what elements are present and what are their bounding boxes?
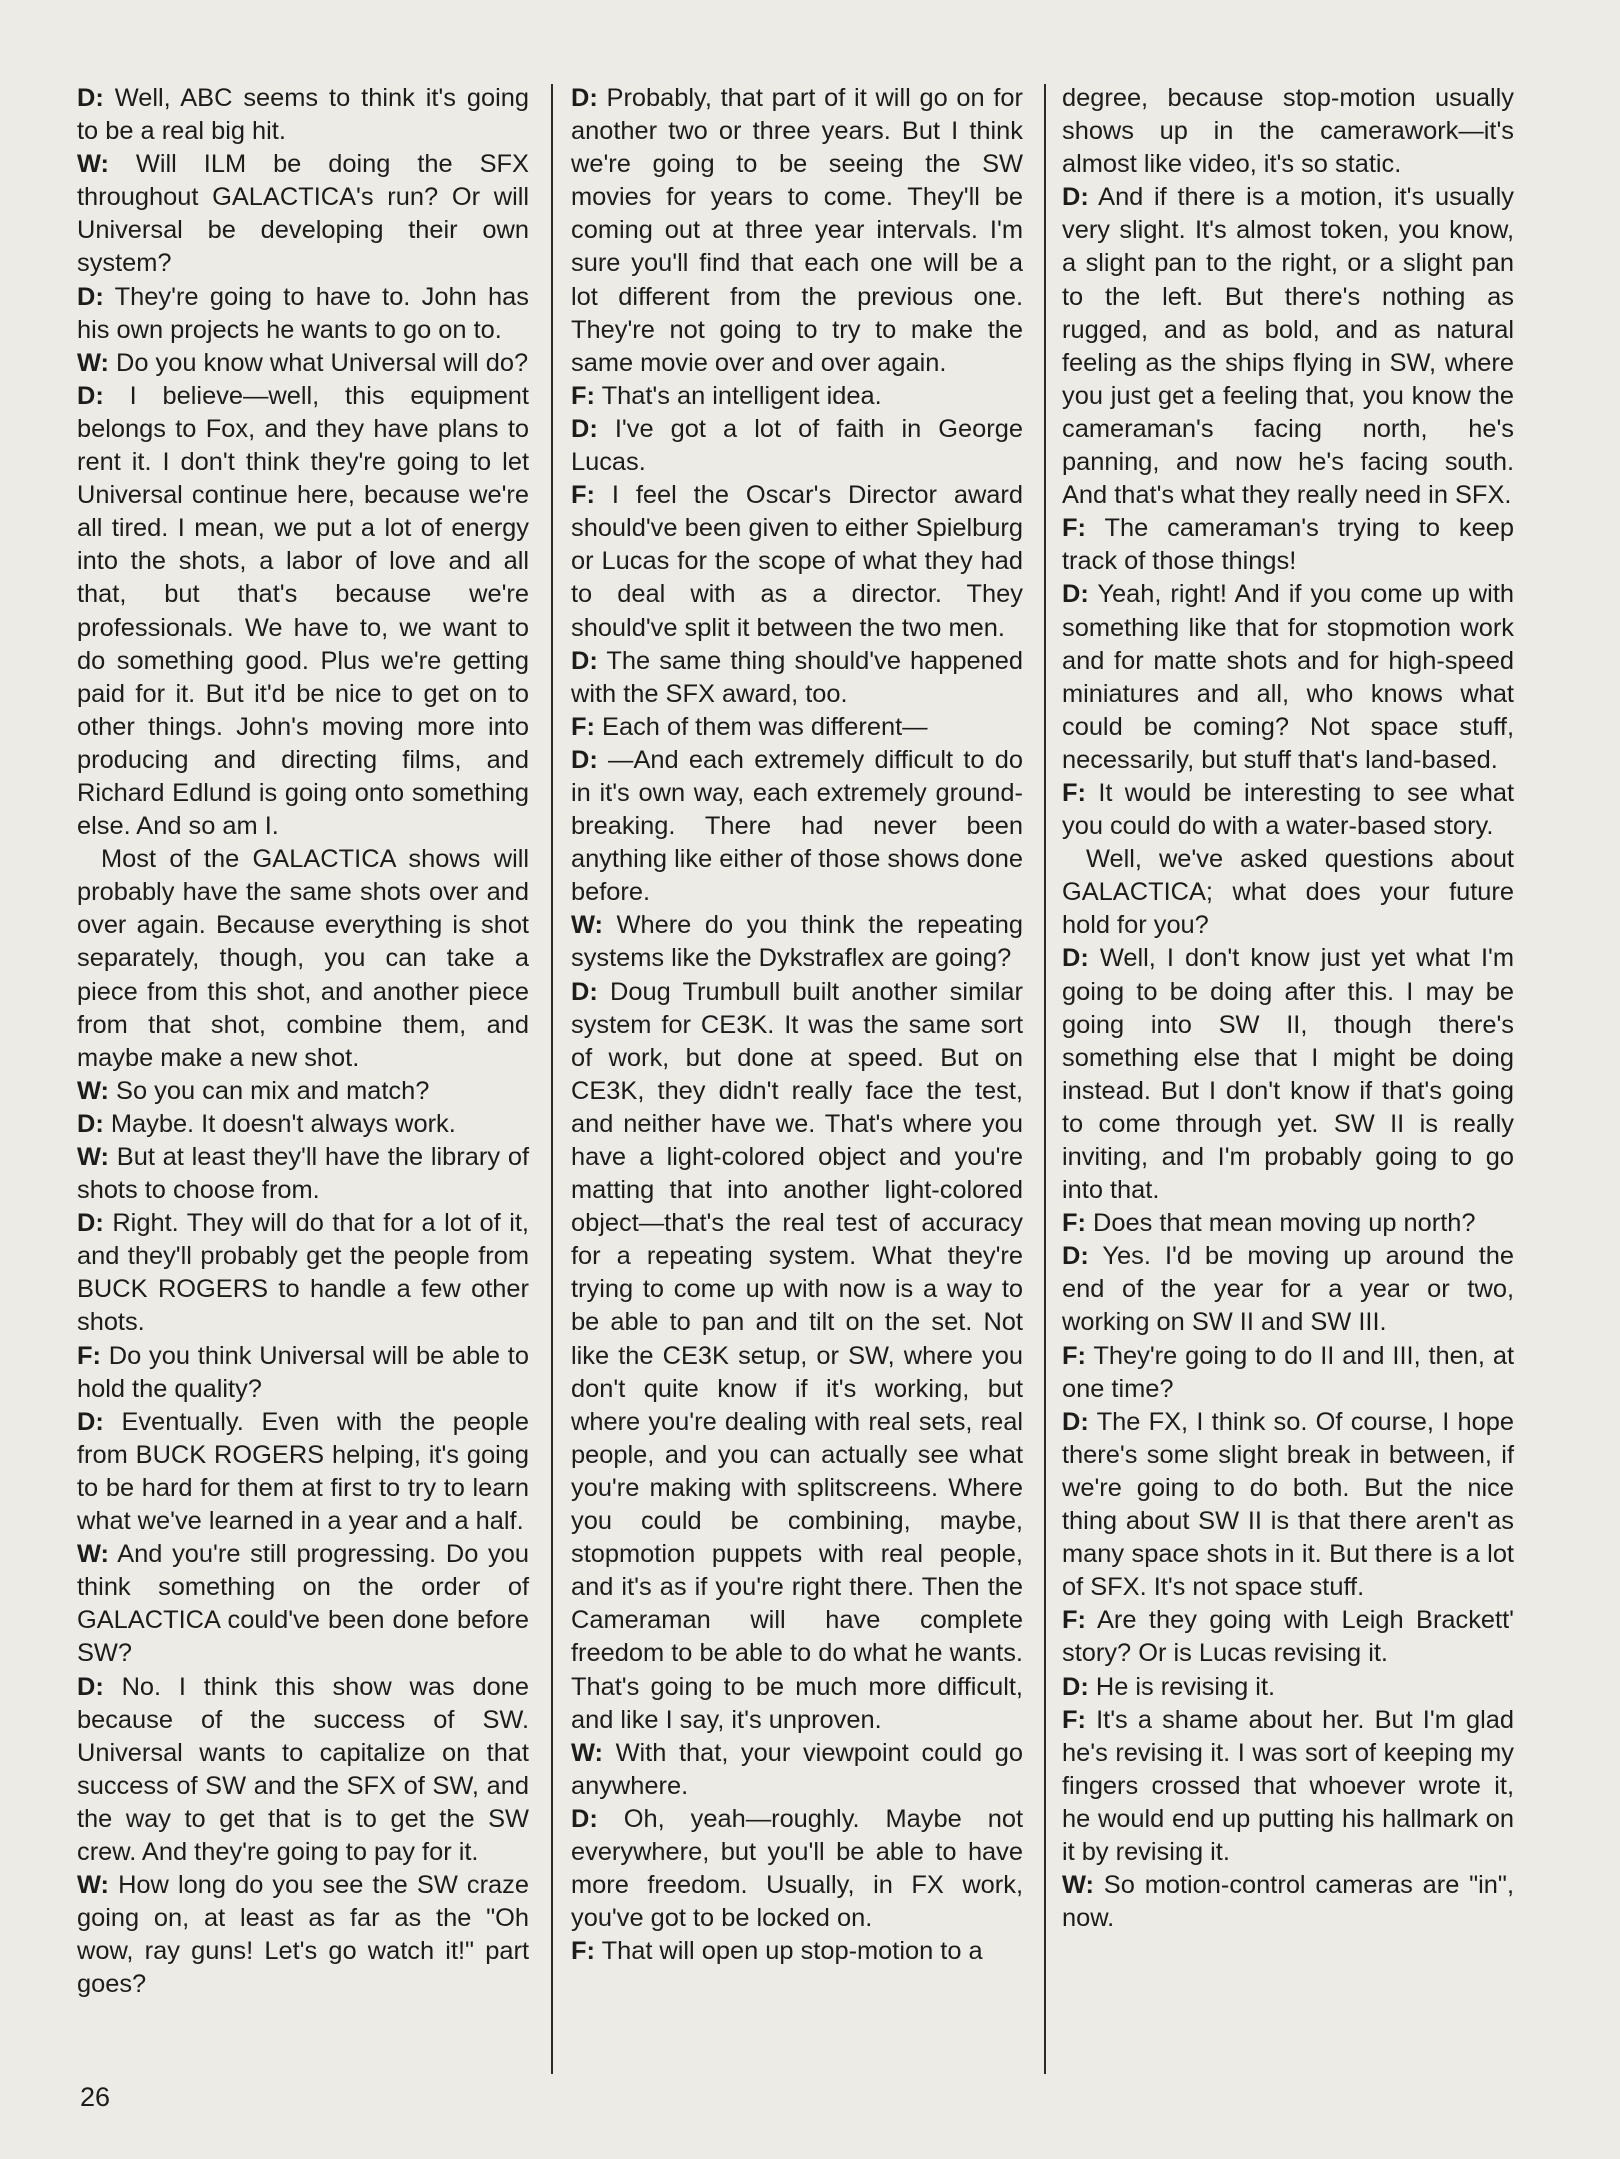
paragraph-text: Well, we've asked questions about GALACTICA; what does your future hold for you? xyxy=(1062,845,1514,940)
paragraph-text: I believe—well, this equipment belongs to Fox, and they have plans to rent it. I don't think they're going to let Universal continue here, because we're all tired. I mean, we put a lot of energy into the shots, a labor of love and all that, but that's because we're professionals. We have to, we want to do something good. Plus we're getting paid for it. But it'd be nice to get on to other things. John's moving more into producing and directing films, and Richard Edlund is going onto something else. And so am I. xyxy=(77,381,529,841)
paragraph-text: Well, I don't know just yet what I'm going to be doing after this. I may be going into SW II, though there's something else that I might be doing instead. But I don't know if that's going to come through yet. SW II is really inviting, and I'm probably going to go into that. xyxy=(1062,944,1514,1205)
paragraph-text: —And each extremely difficult to do in it's own way, each extremely ground-breaking. There had never been anything like either of those shows done before. xyxy=(571,745,1023,907)
speaker-label: F: xyxy=(1062,514,1086,543)
paragraph-text: And you're still progressing. Do you think something on the order of GALACTICA could've been done before SW? xyxy=(77,1540,529,1668)
paragraph-text: The cameraman's trying to keep track of those things! xyxy=(1062,514,1514,576)
dialogue-paragraph xyxy=(1062,1340,1514,1406)
paragraph-text: degree, because stop-motion usually shows up in the camerawork—it's almost like video, it's so static. xyxy=(1062,84,1514,179)
column-divider xyxy=(551,84,553,2074)
dialogue-paragraph xyxy=(1062,777,1514,843)
paragraph-text: That will open up stop-motion to a xyxy=(594,1937,983,1966)
speaker-label: D: xyxy=(77,1672,104,1701)
paragraph-text: Are they going with Leigh Brackett' story? Or is Lucas revising it. xyxy=(1062,1606,1514,1668)
dialogue-paragraph xyxy=(77,1406,529,1538)
paragraph-text: How long do you see the SW craze going on, at least as far as the "Oh wow, ray guns! Let's go watch it!" part goes? xyxy=(77,1871,529,1999)
paragraph-text: He is revising it. xyxy=(1088,1672,1276,1701)
dialogue-paragraph xyxy=(77,82,529,148)
paragraph-text: I feel the Oscar's Director award should've been given to either Spielburg or Lucas for the scope of what they had to deal with as a director. They should've split it between the two men. xyxy=(571,481,1023,642)
paragraph-text: Yes. I'd be moving up around the end of the year for a year or two, working on SW II and SW III. xyxy=(1062,1242,1514,1337)
dialogue-paragraph xyxy=(1062,1869,1514,1935)
speaker-label: D: xyxy=(571,977,598,1006)
dialogue-paragraph xyxy=(571,413,1023,479)
text-column-2 xyxy=(571,82,1023,1968)
dialogue-paragraph xyxy=(77,1340,529,1406)
dialogue-paragraph xyxy=(1062,1207,1514,1240)
dialogue-paragraph xyxy=(1062,1240,1514,1339)
narrative-paragraph xyxy=(77,843,529,1075)
dialogue-paragraph xyxy=(77,347,529,380)
dialogue-paragraph xyxy=(77,1869,529,2001)
dialogue-paragraph xyxy=(77,1108,529,1141)
dialogue-paragraph xyxy=(77,281,529,347)
paragraph-text: So you can mix and match? xyxy=(108,1076,430,1105)
paragraph-text: Most of the GALACTICA shows will probably have the same shots over and over again. Because everything is shot separately, though, you can take a piece from this shot, and another piece from that shot, combine them, and maybe make a new shot. xyxy=(77,845,529,1072)
paragraph-text: Eventually. Even with the people from BUCK ROGERS helping, it's going to be hard for them at first to try to learn what we've learned in a year and a half. xyxy=(77,1407,529,1536)
paragraph-text: With that, your viewpoint could go anywhere. xyxy=(571,1738,1023,1800)
dialogue-paragraph xyxy=(77,1141,529,1207)
speaker-label: W: xyxy=(77,348,109,377)
speaker-label: F: xyxy=(1062,778,1086,807)
paragraph-text: The same thing should've happened with the SFX award, too. xyxy=(571,646,1023,708)
dialogue-paragraph xyxy=(1062,1406,1514,1605)
page-number: 26 xyxy=(80,2082,111,2112)
dialogue-paragraph xyxy=(77,380,529,843)
column-divider xyxy=(1044,84,1046,2074)
paragraph-text: Do you think Universal will be able to hold the quality? xyxy=(77,1341,529,1403)
dialogue-paragraph xyxy=(1062,578,1514,777)
dialogue-paragraph xyxy=(571,1935,1023,1968)
dialogue-paragraph xyxy=(1062,512,1514,578)
speaker-label: F: xyxy=(571,381,595,410)
speaker-label: F: xyxy=(571,712,595,741)
speaker-label: F: xyxy=(1062,1341,1086,1370)
speaker-label: D: xyxy=(1062,944,1089,973)
speaker-label: D: xyxy=(571,414,598,443)
dialogue-paragraph xyxy=(77,1671,529,1870)
speaker-label: D: xyxy=(77,84,104,112)
dialogue-paragraph xyxy=(571,82,1023,380)
speaker-label: D: xyxy=(77,1109,104,1138)
paragraph-text: Doug Trumbull built another similar system for CE3K. It was the same sort of work, but done at speed. But on CE3K, they didn't really face the test, and neither have we. That's where you have a light-colored object and you're matting that into another light-colored object—that's the real test of accuracy for a repeating system. What they're trying to come up with now is a way to be able to pan and tilt on the set. Not like the CE3K setup, or SW, where you don't quite know if it's working, but where you're dealing with real sets, real people, and you can actually see what you're making with splitscreens. Where you could be combining, maybe, stopmotion puppets with real people, and it's as if you're right there. Then the Cameraman will have complete freedom to be able to do what he wants. That's going to be much more difficult, and like I say, it's unproven. xyxy=(571,977,1023,1734)
paragraph-text: Does that mean moving up north? xyxy=(1085,1209,1476,1238)
speaker-label: W: xyxy=(571,1738,603,1767)
speaker-label: F: xyxy=(1062,1209,1086,1238)
speaker-label: W: xyxy=(77,1143,109,1171)
speaker-label: F: xyxy=(1062,1705,1086,1734)
paragraph-text: It would be interesting to see what you could do with a water-based story. xyxy=(1062,778,1514,841)
paragraph-text: Where do you think the repeating systems like the Dykstraflex are going? xyxy=(571,911,1023,973)
dialogue-paragraph xyxy=(571,380,1023,413)
dialogue-paragraph xyxy=(571,909,1023,975)
speaker-label: F: xyxy=(1062,1606,1086,1635)
speaker-label: F: xyxy=(571,1937,595,1966)
speaker-label: D: xyxy=(1062,183,1089,212)
speaker-label: W: xyxy=(77,150,109,179)
dialogue-paragraph xyxy=(1062,181,1514,512)
paragraph-text: Yeah, right! And if you come up with something like that for stopmotion work and for matte shots and for high-speed miniatures and all, who knows what could be coming? Not space stuff, necessarily, but stuff that's land-based. xyxy=(1062,580,1514,774)
dialogue-paragraph xyxy=(77,148,529,280)
speaker-label: D: xyxy=(571,84,598,112)
speaker-label: F: xyxy=(77,1341,101,1370)
dialogue-paragraph xyxy=(571,1803,1023,1935)
speaker-label: D: xyxy=(77,1209,104,1238)
paragraph-text: So motion-control cameras are "in", now. xyxy=(1062,1871,1514,1933)
narrative-paragraph xyxy=(1062,82,1514,181)
text-column-1 xyxy=(77,82,529,2001)
speaker-label: D: xyxy=(77,381,104,410)
paragraph-text: Do you know what Universal will do? xyxy=(108,348,529,377)
dialogue-paragraph xyxy=(1062,1671,1514,1704)
paragraph-text: Probably, that part of it will go on for another two or three years. But I think we're going to be seeing the SW movies for years to come. They'll be coming out at three year intervals. I'm sure you'll find that each one will be a lot different from the previous one. They're not going to try to make the same movie over and over again. xyxy=(571,84,1023,377)
dialogue-paragraph xyxy=(571,479,1023,644)
dialogue-paragraph xyxy=(571,976,1023,1737)
speaker-label: D: xyxy=(571,646,598,675)
speaker-label: W: xyxy=(1062,1871,1094,1900)
speaker-label: D: xyxy=(571,745,598,774)
paragraph-text: No. I think this show was done because of the success of SW. Universal wants to capitalize on that success of SW and the SFX of SW, and the way to get that is to get the SW crew. And they're going to pay for it. xyxy=(77,1672,529,1866)
dialogue-paragraph xyxy=(77,1075,529,1108)
speaker-label: D: xyxy=(77,282,104,311)
speaker-label: D: xyxy=(1062,1407,1089,1436)
text-column-3 xyxy=(1062,82,1514,1935)
speaker-label: D: xyxy=(1062,1242,1089,1271)
speaker-label: W: xyxy=(77,1871,109,1900)
speaker-label: D: xyxy=(77,1407,104,1436)
paragraph-text: They're going to do II and III, then, at one time? xyxy=(1062,1341,1514,1403)
dialogue-paragraph xyxy=(1062,1704,1514,1869)
speaker-label: W: xyxy=(571,911,603,940)
dialogue-paragraph xyxy=(77,1207,529,1339)
dialogue-paragraph xyxy=(571,1737,1023,1803)
dialogue-paragraph xyxy=(571,711,1023,744)
paragraph-text: Right. They will do that for a lot of it, and they'll probably get the people from BUCK ROGERS to handle a few other shots. xyxy=(77,1209,529,1337)
paragraph-text: And if there is a motion, it's usually very slight. It's almost token, you know, a slight pan to the right, or a slight pan to the left. But there's nothing as rugged, and as bold, and as natural feeling as the ships flying in SW, where you just get a feeling that, you know the cameraman's facing north, he's panning, and now he's facing south. And that's what they really need in SFX. xyxy=(1062,183,1514,510)
paragraph-text: Maybe. It doesn't always work. xyxy=(103,1109,456,1138)
speaker-label: D: xyxy=(1062,580,1089,609)
speaker-label: D: xyxy=(1062,1672,1089,1701)
speaker-label: D: xyxy=(571,1804,598,1833)
paragraph-text: Will ILM be doing the SFX throughout GALACTICA's run? Or will Universal be developing their own system? xyxy=(77,150,529,278)
paragraph-text: Each of them was different— xyxy=(594,712,928,741)
dialogue-paragraph xyxy=(1062,1604,1514,1670)
paragraph-text: I've got a lot of faith in George Lucas. xyxy=(571,414,1023,477)
dialogue-paragraph xyxy=(1062,942,1514,1207)
speaker-label: F: xyxy=(571,481,595,510)
dialogue-paragraph xyxy=(571,744,1023,909)
speaker-label: W: xyxy=(77,1540,109,1569)
speaker-label: W: xyxy=(77,1076,109,1105)
paragraph-text: Well, ABC seems to think it's going to be a real big hit. xyxy=(77,84,529,146)
dialogue-paragraph xyxy=(77,1538,529,1670)
paragraph-text: The FX, I think so. Of course, I hope there's some slight break in between, if we're going to do both. But the nice thing about SW II is that there aren't as many space shots in it. But there is a lot of SFX. It's not space stuff. xyxy=(1062,1407,1514,1602)
paragraph-text: But at least they'll have the library of shots to choose from. xyxy=(77,1143,529,1205)
paragraph-text: It's a shame about her. But I'm glad he's revising it. I was sort of keeping my fingers crossed that whoever wrote it, he would end up putting his hallmark on it by revising it. xyxy=(1062,1705,1514,1866)
paragraph-text: Oh, yeah—roughly. Maybe not everywhere, but you'll be able to have more freedom. Usually, in FX work, you've got to be locked on. xyxy=(571,1804,1023,1933)
paragraph-text: They're going to have to. John has his own projects he wants to go on to. xyxy=(77,282,529,344)
paragraph-text: That's an intelligent idea. xyxy=(594,381,882,410)
dialogue-paragraph xyxy=(571,645,1023,711)
narrative-paragraph xyxy=(1062,843,1514,942)
